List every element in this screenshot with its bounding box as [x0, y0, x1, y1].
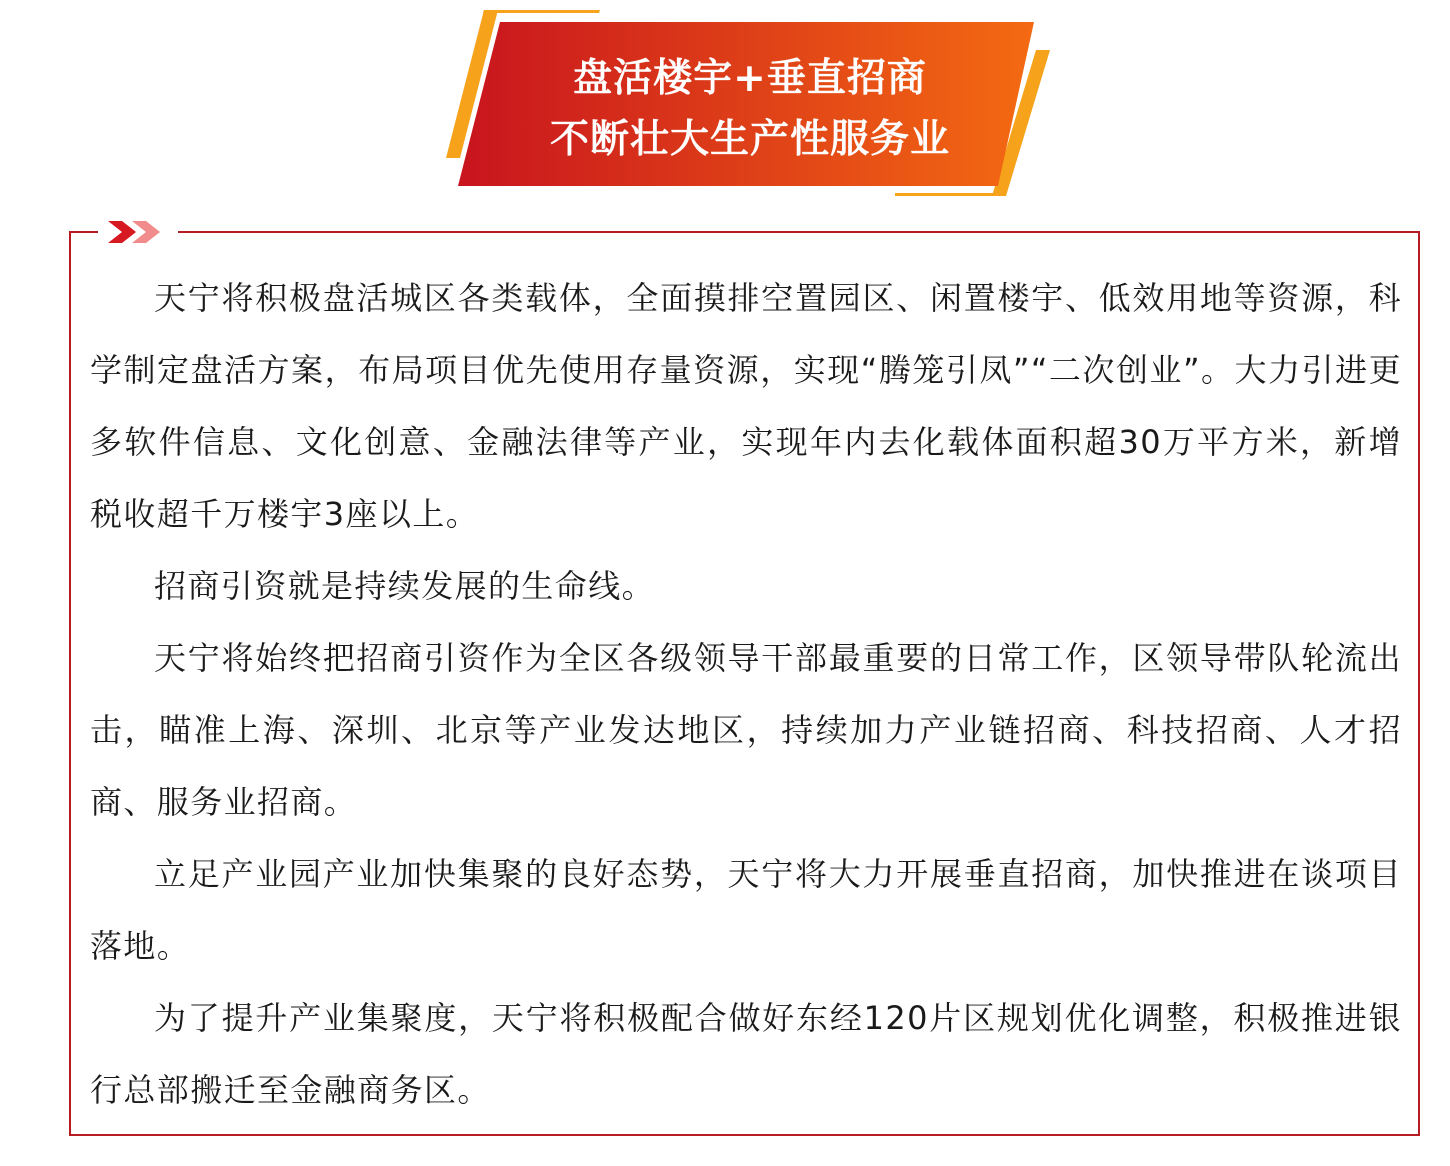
bottom-accent-line — [895, 193, 1006, 196]
article-body — [90, 262, 1402, 1126]
banner-title — [440, 48, 1060, 170]
banner-title-line-1: 盘活楼宇+垂直招商 — [573, 56, 927, 101]
paragraph-2: 招商引资就是持续发展的生命线。 — [154, 567, 656, 605]
paragraph-1: 天宁将积极盘活城区各类载体，全面摸排空置园区、闲置楼宇、低效用地等资源，科学制定盘活方案，布局项目优先使用存量资源，实现“腾笼引凤”“二次创业”。大力引进更多软件信息、文化创意、金融法律等产业，实现年内去化载体面积超30万平方米，新增税收超千万楼宇3座以上。 — [90, 279, 1402, 533]
paragraph-3: 天宁将始终把招商引资作为全区各级领导干部最重要的日常工作，区领导带队轮流出击，瞄准上海、深圳、北京等产业发达地区，持续加力产业链招商、科技招商、人才招商、服务业招商。 — [90, 639, 1402, 821]
paragraph-4: 立足产业园产业加快集聚的良好态势，天宁将大力开展垂直招商，加快推进在谈项目落地。 — [90, 855, 1402, 965]
top-accent-line — [483, 10, 600, 13]
paragraph-5: 为了提升产业集聚度，天宁将积极配合做好东经120片区规划优化调整，积极推进银行总部搬迁至金融商务区。 — [90, 999, 1402, 1109]
banner-title-line-2: 不断壮大生产性服务业 — [549, 117, 950, 162]
double-chevron-right-icon — [98, 217, 178, 247]
section-header-banner — [440, 8, 1060, 204]
